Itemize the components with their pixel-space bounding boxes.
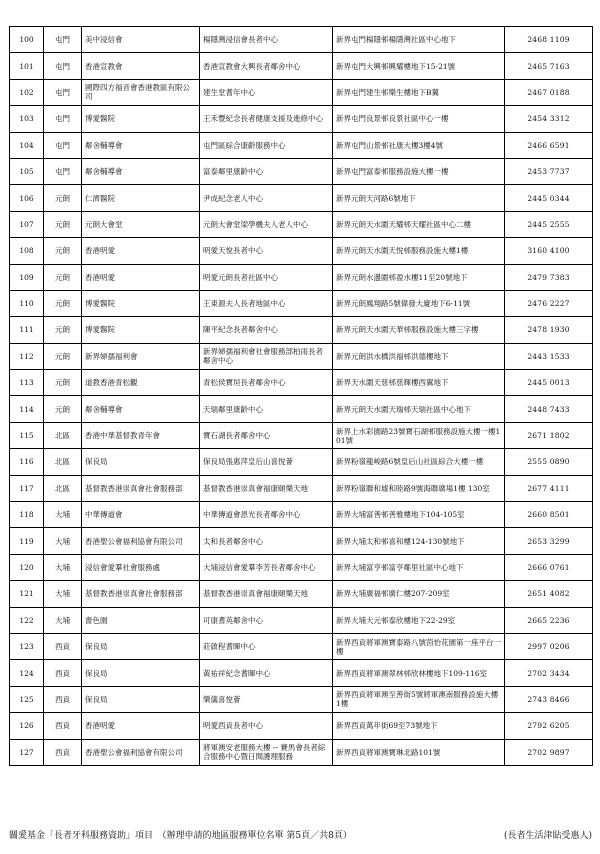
address-cell: 新界元朗天河路6號地下 (333, 185, 505, 211)
telephone-cell: 2453 7737 (505, 158, 593, 184)
table-row (10, 554, 593, 580)
table-row (10, 238, 593, 264)
district-cell: 屯門 (44, 79, 82, 105)
address-cell: 新界大埔富善邨善雅樓地下104-105室 (333, 502, 505, 528)
service-unit-cell: 明愛元朗長者社區中心 (200, 264, 333, 290)
address-cell: 新界屯門富泰邨服務設施大樓一樓 (333, 158, 505, 184)
telephone-cell: 2653 3299 (505, 528, 593, 554)
address-cell: 新界元朗天水圍天瑞邨天瑞社區中心地下 (333, 396, 505, 422)
organization-cell: 基督教香港崇真會社會服務部 (82, 475, 200, 501)
footer-note: (長者生活津貼受惠人) (503, 831, 592, 841)
service-unit-cell: 王禾豐紀念長者健康支援及進修中心 (200, 106, 333, 132)
service-unit-cell: 樂儀喜悅薈 (200, 686, 333, 712)
telephone-cell: 2445 0013 (505, 370, 593, 396)
district-cell: 元朗 (44, 343, 82, 369)
district-cell: 元朗 (44, 317, 82, 343)
address-cell: 新界大埔太和邨喜和樓124-130號地下 (333, 528, 505, 554)
telephone-cell: 2445 0344 (505, 185, 593, 211)
organization-cell: 博愛醫院 (82, 317, 200, 343)
district-cell: 屯門 (44, 53, 82, 79)
table-row (10, 528, 593, 554)
district-cell: 屯門 (44, 27, 82, 53)
address-cell: 新界粉嶺龍峻路6號皇后山社區綜合大樓一樓 (333, 449, 505, 475)
address-cell: 新界屯門楊隱邨楊隱灣社區中心地下 (333, 27, 505, 53)
telephone-cell: 3160 4100 (505, 238, 593, 264)
service-unit-cell: 基督教香港崇真會福康頤樂天地 (200, 581, 333, 607)
address-cell: 新界屯門良景邨良景社區中心一樓 (333, 106, 505, 132)
district-cell: 元朗 (44, 211, 82, 237)
service-unit-cell: 黃祐祥紀念耆暉中心 (200, 660, 333, 686)
organization-cell: 鄰舍輔導會 (82, 158, 200, 184)
service-unit-cell: 王東源夫人長者地區中心 (200, 290, 333, 316)
district-cell: 大埔 (44, 607, 82, 633)
telephone-cell: 2677 4111 (505, 475, 593, 501)
telephone-cell: 2479 7383 (505, 264, 593, 290)
address-cell: 新界屯門山景邨社康大樓3樓4號 (333, 132, 505, 158)
telephone-cell: 2466 6591 (505, 132, 593, 158)
row-number: 116 (10, 449, 44, 475)
row-number: 104 (10, 132, 44, 158)
service-unit-cell: 尹成紀念老人中心 (200, 185, 333, 211)
district-cell: 屯門 (44, 132, 82, 158)
service-unit-cell: 天瑞鄰里康齡中心 (200, 396, 333, 422)
address-cell: 新界元朗天水圍天華邨服務設施大樓三字樓 (333, 317, 505, 343)
table-row (10, 502, 593, 528)
footer-title: 關愛基金「長者牙科服務資助」項目 （辦理申請的地區服務單位名單 第5頁／共8頁） (9, 831, 352, 841)
district-cell: 元朗 (44, 238, 82, 264)
organization-cell: 保良局 (82, 449, 200, 475)
address-cell: 新界大埔大元邨泰欣樓地下22-29室 (333, 607, 505, 633)
service-unit-cell: 明愛天悅長者中心 (200, 238, 333, 264)
service-unit-cell: 寶石湖長者鄰舍中心 (200, 422, 333, 448)
service-unit-cell: 將軍澳安老服務大樓 -- 賽馬會長者綜合服務中心暨日間護理服務 (200, 739, 333, 765)
row-number: 120 (10, 554, 44, 580)
organization-cell: 香港宣教會 (82, 53, 200, 79)
address-cell: 新界西貢將軍澳至善街5號將軍澳南服務設施大樓1樓 (333, 686, 505, 712)
row-number: 121 (10, 581, 44, 607)
row-number: 102 (10, 79, 44, 105)
organization-cell: 基督教香港崇真會社會服務部 (82, 581, 200, 607)
address-cell: 新界元朗洪水橋洪福邨洪德樓地下 (333, 343, 505, 369)
row-number: 118 (10, 502, 44, 528)
service-units-table (9, 26, 593, 766)
district-cell: 大埔 (44, 554, 82, 580)
address-cell: 新界西貢將軍澳寶泰路八號茵怡花園第一座平台一樓 (333, 633, 505, 659)
service-unit-cell: 保良局張惠萍皇后山喜悅薈 (200, 449, 333, 475)
table-row (10, 396, 593, 422)
table-row (10, 422, 593, 448)
district-cell: 北區 (44, 422, 82, 448)
service-unit-cell: 建生堂耆年中心 (200, 79, 333, 105)
district-cell: 西貢 (44, 713, 82, 739)
service-unit-cell: 大埔浸信會愛羣李芳長者鄰舍中心 (200, 554, 333, 580)
table-row (10, 79, 593, 105)
organization-cell: 道教香港青松觀 (82, 370, 200, 396)
organization-cell: 博愛醫院 (82, 290, 200, 316)
organization-cell: 香港中華基督教青年會 (82, 422, 200, 448)
district-cell: 北區 (44, 449, 82, 475)
district-cell: 西貢 (44, 686, 82, 712)
table-row (10, 264, 593, 290)
service-unit-cell: 太和長者鄰舍中心 (200, 528, 333, 554)
telephone-cell: 2448 7433 (505, 396, 593, 422)
organization-cell: 保良局 (82, 660, 200, 686)
table-row (10, 53, 593, 79)
address-cell: 新界西貢將軍澳寶琳北路101號 (333, 739, 505, 765)
row-number: 127 (10, 739, 44, 765)
row-number: 105 (10, 158, 44, 184)
telephone-cell: 2743 8466 (505, 686, 593, 712)
telephone-cell: 2671 1802 (505, 422, 593, 448)
address-cell: 新界元朗天水圍天悅邨服務設施大樓1樓 (333, 238, 505, 264)
telephone-cell: 2666 0761 (505, 554, 593, 580)
district-cell: 屯門 (44, 158, 82, 184)
service-unit-cell: 中華傳道會恩光長者鄰舍中心 (200, 502, 333, 528)
row-number: 117 (10, 475, 44, 501)
district-cell: 元朗 (44, 185, 82, 211)
organization-cell: 國際四方福音會香港教區有限公司 (82, 79, 200, 105)
table-row (10, 317, 593, 343)
telephone-cell: 2443 1533 (505, 343, 593, 369)
organization-cell: 保良局 (82, 633, 200, 659)
table-row (10, 633, 593, 659)
district-cell: 西貢 (44, 660, 82, 686)
table-row (10, 713, 593, 739)
organization-cell: 仁濟醫院 (82, 185, 200, 211)
row-number: 114 (10, 396, 44, 422)
row-number: 122 (10, 607, 44, 633)
organization-cell: 香港聖公會福利協會有限公司 (82, 739, 200, 765)
organization-cell: 鄰舍輔導會 (82, 132, 200, 158)
row-number: 124 (10, 660, 44, 686)
row-number: 111 (10, 317, 44, 343)
service-unit-cell: 莊啟程耆暉中心 (200, 633, 333, 659)
telephone-cell: 2476 2227 (505, 290, 593, 316)
row-number: 109 (10, 264, 44, 290)
table-row (10, 739, 593, 765)
telephone-cell: 2465 7163 (505, 53, 593, 79)
table-row (10, 211, 593, 237)
district-cell: 大埔 (44, 528, 82, 554)
service-unit-cell: 陳平紀念長者鄰舍中心 (200, 317, 333, 343)
district-cell: 西貢 (44, 739, 82, 765)
row-number: 119 (10, 528, 44, 554)
telephone-cell: 2702 9897 (505, 739, 593, 765)
table-row (10, 607, 593, 633)
district-cell: 大埔 (44, 581, 82, 607)
service-unit-cell: 可康耆英鄰舍中心 (200, 607, 333, 633)
service-unit-cell: 基督教香港崇真會福康頤樂天地 (200, 475, 333, 501)
table-row (10, 660, 593, 686)
address-cell: 新界元朗鳳翔路5號偉發大廈地下6-11號 (333, 290, 505, 316)
address-cell: 新界元朗天水圍天耀邨天耀社區中心二樓 (333, 211, 505, 237)
row-number: 107 (10, 211, 44, 237)
service-unit-cell: 明愛西貢長者中心 (200, 713, 333, 739)
table-row (10, 581, 593, 607)
row-number: 113 (10, 370, 44, 396)
telephone-cell: 2792 6205 (505, 713, 593, 739)
address-cell: 新界大埔富亨邨富亨鄰里社區中心地下 (333, 554, 505, 580)
table-row (10, 449, 593, 475)
telephone-cell: 2468 1109 (505, 27, 593, 53)
organization-cell: 香港明愛 (82, 264, 200, 290)
address-cell: 新界天水圍天慈邨慈輝樓西翼地下 (333, 370, 505, 396)
telephone-cell: 2660 8501 (505, 502, 593, 528)
row-number: 125 (10, 686, 44, 712)
service-unit-cell: 富泰鄰里康齡中心 (200, 158, 333, 184)
district-cell: 元朗 (44, 290, 82, 316)
table-row (10, 343, 593, 369)
service-unit-cell: 屯門區綜合康齡服務中心 (200, 132, 333, 158)
row-number: 112 (10, 343, 44, 369)
telephone-cell: 2445 2555 (505, 211, 593, 237)
address-cell: 新界西貢將軍澳翠林邨欣林樓地下109-116室 (333, 660, 505, 686)
table-row (10, 185, 593, 211)
row-number: 108 (10, 238, 44, 264)
row-number: 106 (10, 185, 44, 211)
district-cell: 元朗 (44, 370, 82, 396)
telephone-cell: 2454 3312 (505, 106, 593, 132)
row-number: 115 (10, 422, 44, 448)
organization-cell: 元朗大會堂 (82, 211, 200, 237)
service-unit-cell: 香港宣教會大興長者鄰舍中心 (200, 53, 333, 79)
table-row (10, 290, 593, 316)
organization-cell: 香港明愛 (82, 713, 200, 739)
district-cell: 北區 (44, 475, 82, 501)
organization-cell: 嗇色園 (82, 607, 200, 633)
table-row (10, 370, 593, 396)
telephone-cell: 2997 0206 (505, 633, 593, 659)
district-cell: 西貢 (44, 633, 82, 659)
address-cell: 新界粉嶺聯和墟和睦路9號海聯廣場1樓 130室 (333, 475, 505, 501)
row-number: 103 (10, 106, 44, 132)
organization-cell: 保良局 (82, 686, 200, 712)
row-number: 123 (10, 633, 44, 659)
organization-cell: 香港明愛 (82, 238, 200, 264)
service-unit-cell: 元朗大會堂梁學機夫人老人中心 (200, 211, 333, 237)
address-cell: 新界屯門建生邨樂生樓地下B翼 (333, 79, 505, 105)
row-number: 100 (10, 27, 44, 53)
organization-cell: 香港聖公會福利協會有限公司 (82, 528, 200, 554)
organization-cell: 中華傳道會 (82, 502, 200, 528)
telephone-cell: 2467 0188 (505, 79, 593, 105)
organization-cell: 浸信會愛羣社會服務處 (82, 554, 200, 580)
organization-cell: 鄰舍輔導會 (82, 396, 200, 422)
organization-cell: 新界婦孺福利會 (82, 343, 200, 369)
telephone-cell: 2651 4082 (505, 581, 593, 607)
row-number: 110 (10, 290, 44, 316)
row-number: 101 (10, 53, 44, 79)
telephone-cell: 2478 1930 (505, 317, 593, 343)
address-cell: 新界屯門大興邨興耀樓地下15-21號 (333, 53, 505, 79)
telephone-cell: 2555 0890 (505, 449, 593, 475)
organization-cell: 美中浸信會 (82, 27, 200, 53)
row-number: 126 (10, 713, 44, 739)
district-cell: 元朗 (44, 264, 82, 290)
address-cell: 新界上水彩園路23號寶石湖邨服務設施大樓一樓101號 (333, 422, 505, 448)
telephone-cell: 2702 3434 (505, 660, 593, 686)
address-cell: 新界元朗水邊圍邨盈水樓11至20號地下 (333, 264, 505, 290)
district-cell: 元朗 (44, 396, 82, 422)
table-row (10, 132, 593, 158)
table-row (10, 27, 593, 53)
service-unit-cell: 青松侯寶垣長者鄰舍中心 (200, 370, 333, 396)
district-cell: 大埔 (44, 502, 82, 528)
table-body (10, 27, 593, 766)
table-row (10, 158, 593, 184)
service-unit-cell: 新界婦孺福利會社會服務部柏雨長者鄰舍中心 (200, 343, 333, 369)
table-row (10, 686, 593, 712)
telephone-cell: 2665 2236 (505, 607, 593, 633)
district-cell: 屯門 (44, 106, 82, 132)
organization-cell: 博愛醫院 (82, 106, 200, 132)
address-cell: 新界西貢萬年街69至73號地下 (333, 713, 505, 739)
table-row (10, 475, 593, 501)
service-unit-cell: 楊隱灣浸信會長者中心 (200, 27, 333, 53)
table-row (10, 106, 593, 132)
address-cell: 新界大埔廣福邨廣仁樓207-209室 (333, 581, 505, 607)
